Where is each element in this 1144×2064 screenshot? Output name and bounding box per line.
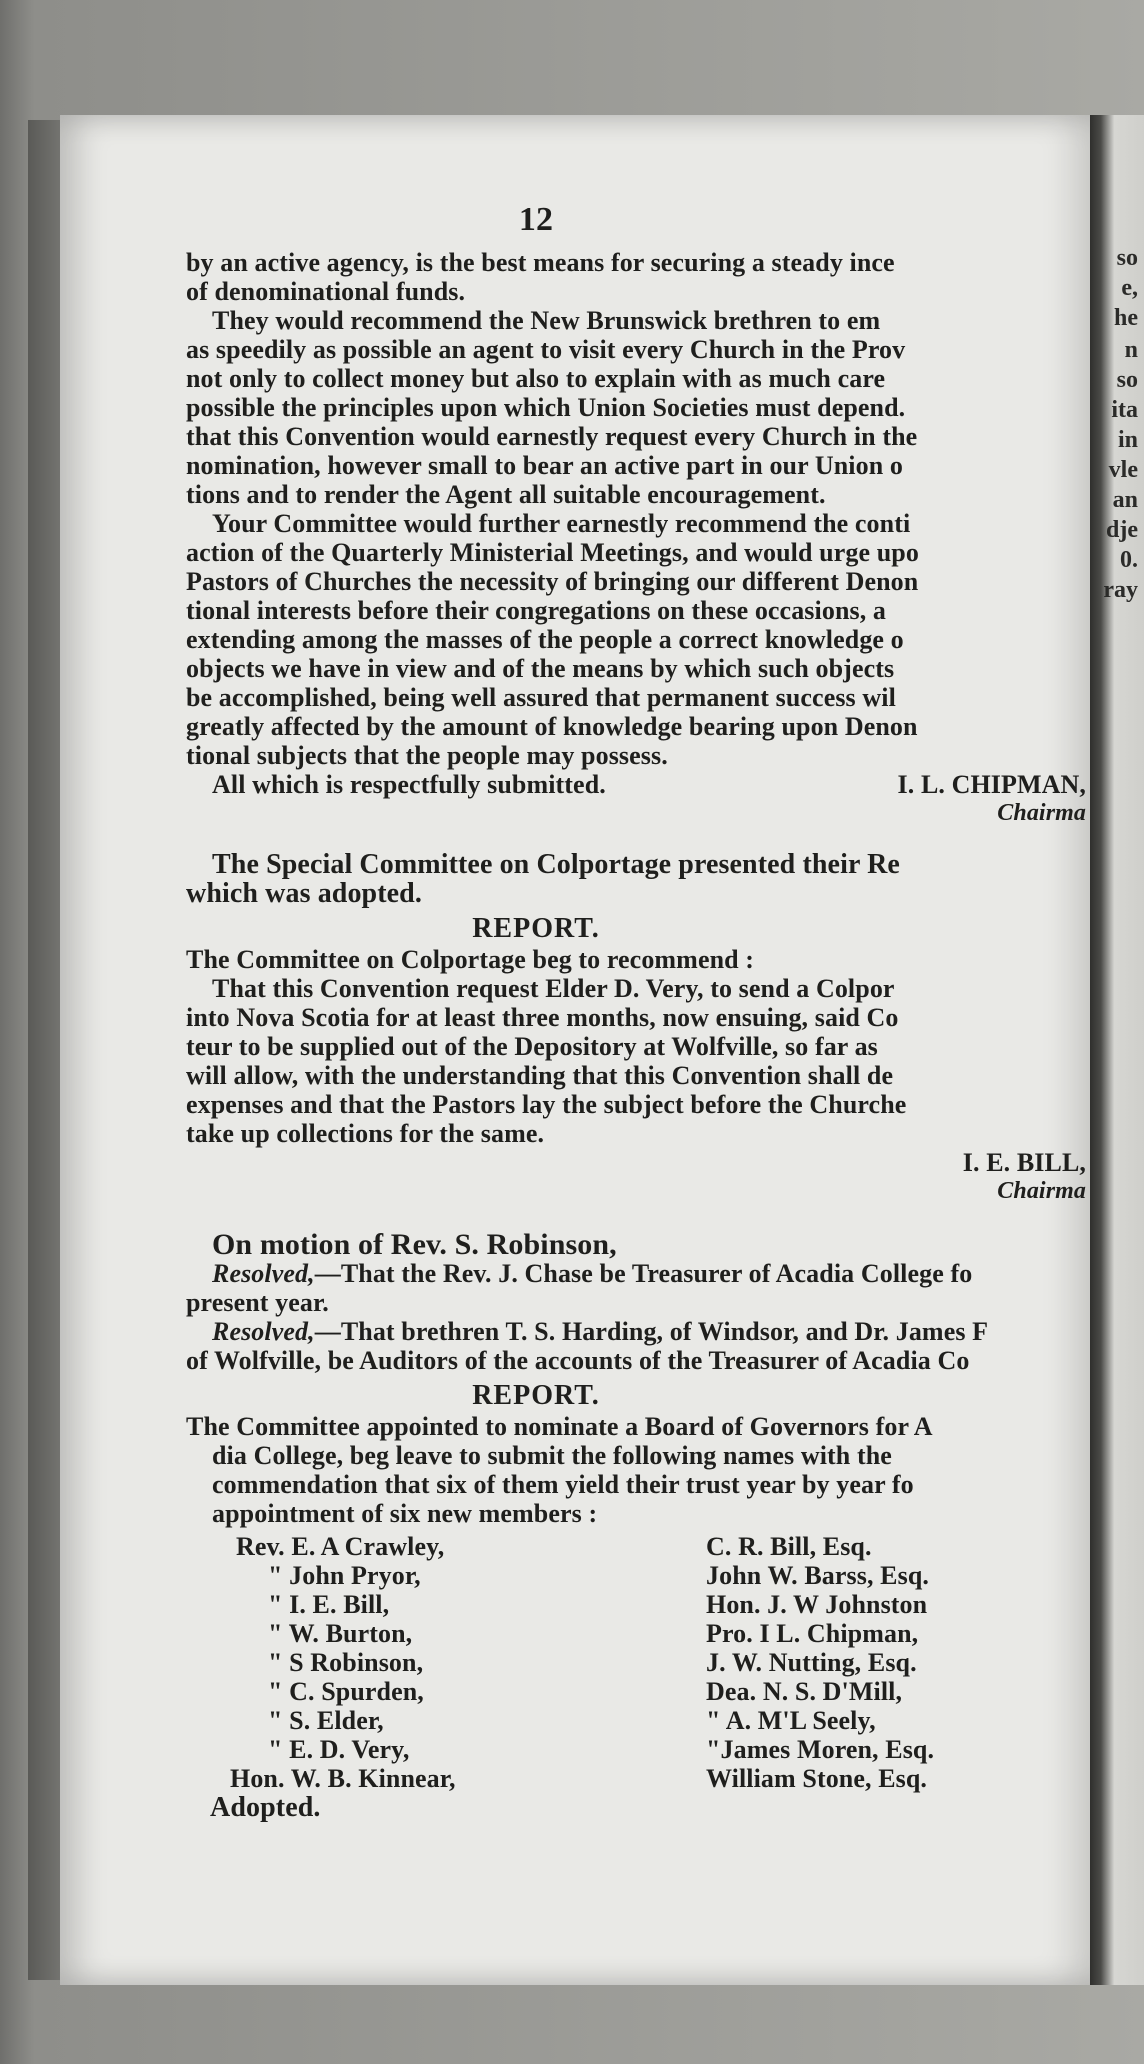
text-line: as speedily as possible an agent to visit every Church in the Prov (186, 335, 906, 364)
list-item: "James Moren, Esq. (706, 1735, 935, 1764)
report-heading: REPORT. (472, 913, 600, 944)
signature-block (186, 770, 1086, 799)
text-line: extending among the masses of the people a correct knowledge o (186, 625, 904, 654)
bleed-fragment: so (1116, 245, 1138, 271)
text-line: present year. (186, 1288, 329, 1317)
text-line: The Committee appointed to nominate a Board of Governors for A (186, 1412, 933, 1441)
bleed-fragment: ray (1103, 577, 1138, 603)
list-item: " I. E. Bill, (268, 1590, 390, 1619)
list-item: " A. M'L Seely, (706, 1706, 876, 1735)
text-line: Your Committee would further earnestly recommend the conti (212, 509, 911, 538)
list-item: Rev. E. A Crawley, (236, 1532, 445, 1561)
list-item: " S Robinson, (268, 1648, 424, 1677)
text-line: be accomplished, being well assured that permanent success wil (186, 683, 896, 712)
resolved-label: Resolved, (212, 1259, 315, 1288)
list-item: C. R. Bill, Esq. (706, 1532, 872, 1561)
resolution (186, 1259, 1086, 1317)
list-item: " C. Spurden, (268, 1677, 424, 1706)
list-item: " John Pryor, (268, 1561, 421, 1590)
adjacent-page-edge (1090, 115, 1144, 1985)
text-line: teur to be supplied out of the Depository at Wolfville, so far as (186, 1032, 878, 1061)
text-line: The Committee on Colportage beg to recommend : (186, 945, 755, 974)
text-line: into Nova Scotia for at least three months, now ensuing, said Co (186, 1003, 899, 1032)
text-line: tional subjects that the people may possess. (186, 741, 668, 770)
text-line: possible the principles upon which Union Societies must depend. (186, 393, 906, 422)
page-content (186, 195, 1086, 1822)
list-item: Hon. J. W Johnston (706, 1590, 928, 1619)
text-line: tions and to render the Agent all suitable encouragement. (186, 480, 826, 509)
resolved-label: Resolved, (212, 1317, 315, 1346)
report-heading: REPORT. (472, 1380, 600, 1411)
text-line: of Wolfville, be Auditors of the accounts of the Treasurer of Acadia Co (186, 1346, 970, 1375)
text-line: They would recommend the New Brunswick brethren to em (212, 306, 881, 335)
text-line: expenses and that the Pastors lay the subject before the Churche (186, 1090, 907, 1119)
text-line: by an active agency, is the best means for securing a steady ince (186, 248, 895, 277)
list-item: John W. Barss, Esq. (706, 1561, 930, 1590)
bleed-fragment: dje (1106, 517, 1138, 543)
text-line: nomination, however small to bear an active part in our Union o (186, 451, 903, 480)
bleed-fragment: n (1124, 337, 1138, 363)
colportage-report (186, 945, 1086, 1148)
text-line: The Special Committee on Colportage presented their Re (212, 849, 900, 880)
signatory-title: Chairma (997, 800, 1086, 826)
bleed-fragment: he (1114, 305, 1138, 331)
text-line: appointment of six new members : (212, 1499, 598, 1528)
list-item: Pro. I L. Chipman, (706, 1619, 919, 1648)
bleed-fragment: in (1117, 427, 1138, 453)
signatory-name: I. L. CHIPMAN, (897, 770, 1086, 799)
signatory-title: Chairma (997, 1178, 1086, 1204)
paragraph-intro (186, 248, 1086, 306)
bleed-fragment: vle (1108, 457, 1138, 483)
adopted-line: Adopted. (210, 1792, 321, 1823)
list-item: William Stone, Esq. (706, 1764, 928, 1793)
motion-line: On motion of Rev. S. Robinson, (212, 1228, 617, 1261)
board-of-governors-list (186, 1532, 1086, 1793)
text-line: that this Convention would earnestly request every Church in the (186, 422, 918, 451)
list-item: " S. Elder, (268, 1706, 384, 1735)
text-line: action of the Quarterly Ministerial Meetings, and would urge upo (186, 538, 919, 567)
bleed-fragment: 0. (1120, 547, 1138, 573)
text-line: take up collections for the same. (186, 1119, 545, 1148)
text-line: —That brethren T. S. Harding, of Windsor, and Dr. James F (314, 1317, 989, 1346)
text-line: greatly affected by the amount of knowledge bearing upon Denon (186, 712, 918, 741)
text-line: tional interests before their congregations on these occasions, a (186, 596, 887, 625)
list-item: Hon. W. B. Kinnear, (230, 1764, 456, 1793)
board-list-left (186, 1532, 706, 1793)
list-item: " W. Burton, (268, 1619, 413, 1648)
text-line: will allow, with the understanding that this Convention shall de (186, 1061, 894, 1090)
paragraph-new-brunswick (186, 306, 1086, 509)
bleed-fragment: an (1112, 487, 1138, 513)
text-line: not only to collect money but also to explain with as much care (186, 364, 886, 393)
paragraph-quarterly-meetings (186, 509, 1086, 770)
list-item: " E. D. Very, (268, 1735, 410, 1764)
text-line: —That the Rev. J. Chase be Treasurer of Acadia College fo (314, 1259, 973, 1288)
closing-line: All which is respectfully submitted. (212, 770, 606, 799)
text-line: of denominational funds. (186, 277, 466, 306)
text-line: That this Convention request Elder D. Very, to send a Colpor (212, 974, 895, 1003)
text-line: which was adopted. (186, 878, 422, 909)
bleed-fragment: ita (1111, 397, 1138, 423)
resolution (186, 1317, 1086, 1375)
bleed-fragment: e, (1121, 275, 1138, 301)
text-line: objects we have in view and of the means by which such objects (186, 654, 895, 683)
colportage-intro (186, 850, 1086, 908)
list-item: J. W. Nutting, Esq. (706, 1648, 917, 1677)
signatory-name: I. E. BILL, (962, 1148, 1086, 1177)
text-line: Pastors of Churches the necessity of bringing our different Denon (186, 567, 919, 596)
list-item: Dea. N. S. D'Mill, (706, 1677, 903, 1706)
bleed-fragment: so (1116, 367, 1138, 393)
governors-report (186, 1412, 1086, 1528)
board-list-right (706, 1532, 1086, 1793)
text-line: dia College, beg leave to submit the following names with the (212, 1441, 892, 1470)
page-number: 12 (518, 201, 554, 238)
text-line: commendation that six of them yield their trust year by year fo (212, 1470, 914, 1499)
